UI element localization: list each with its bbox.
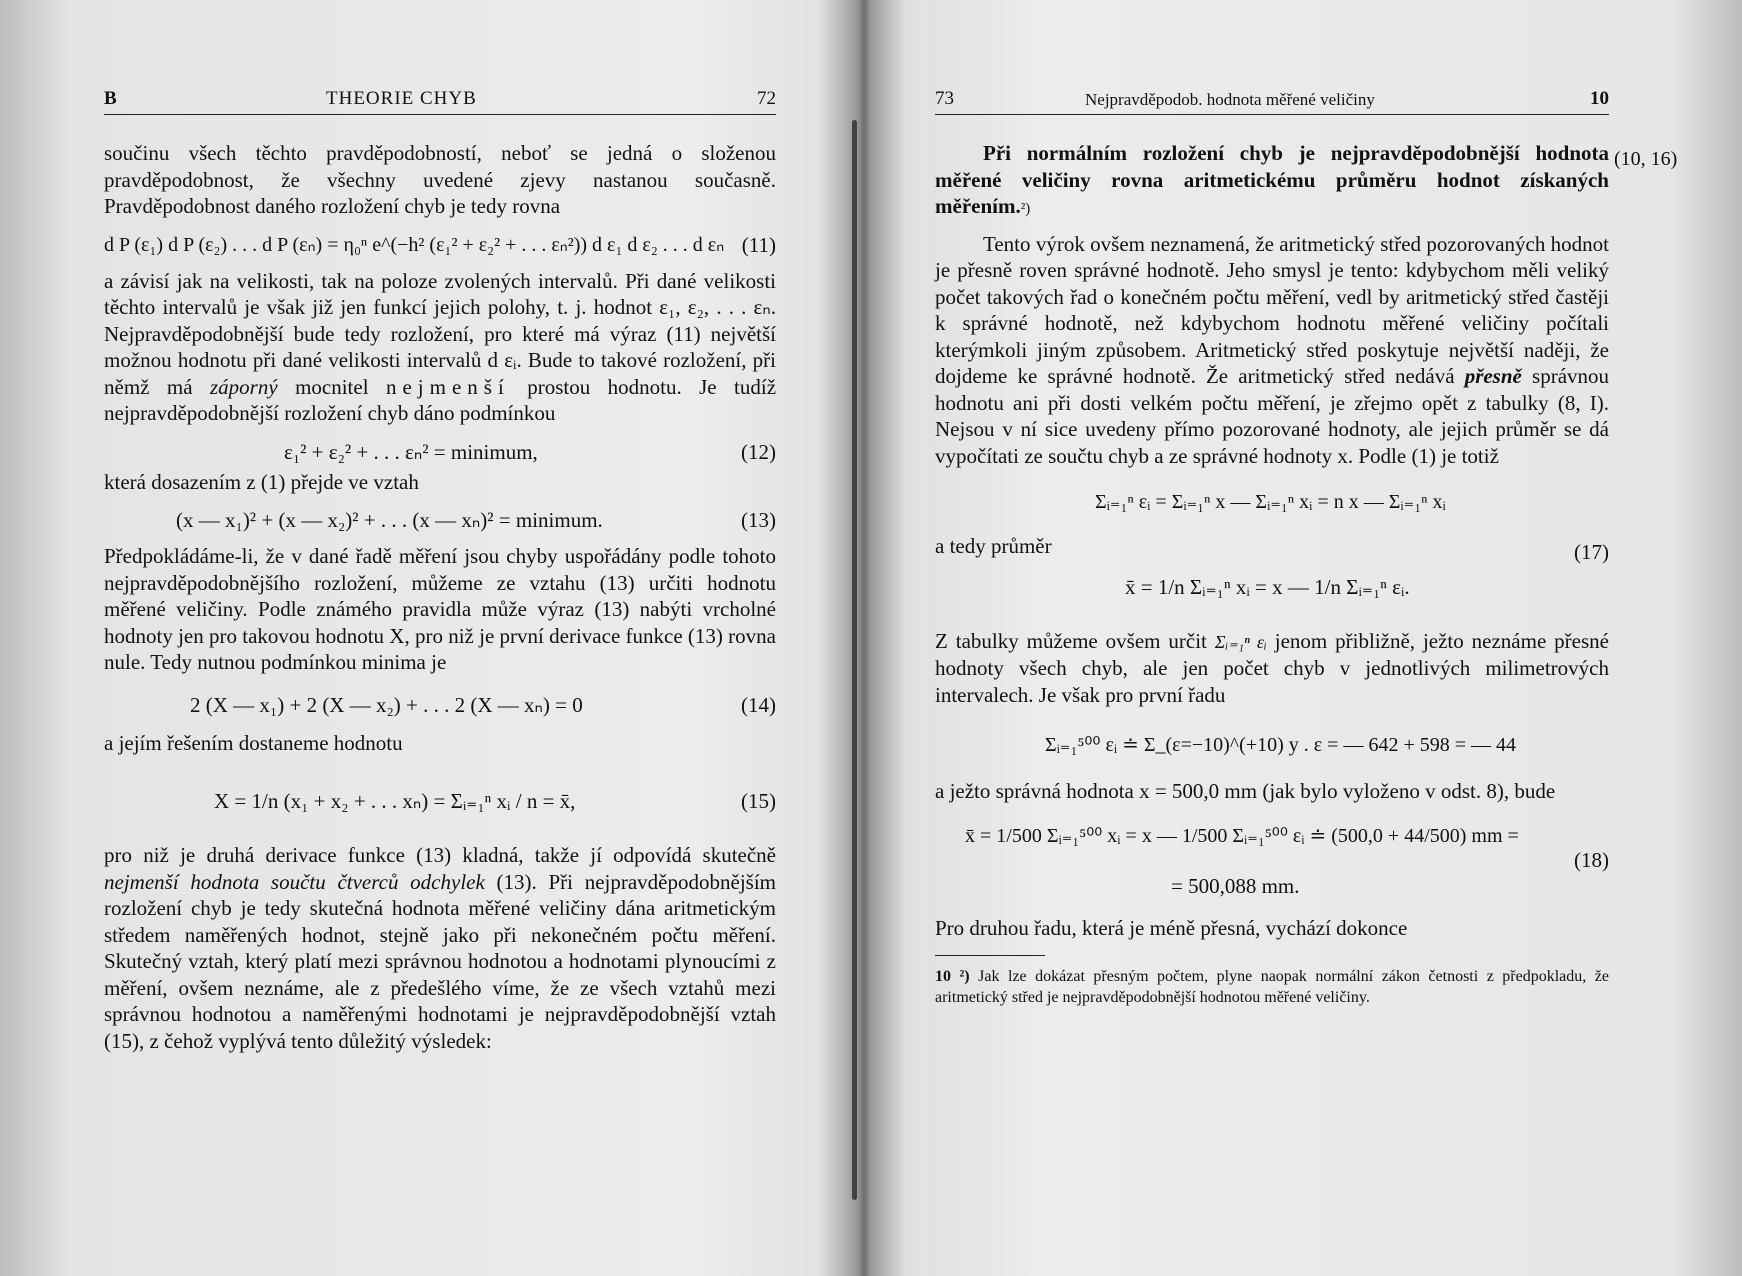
right-page xyxy=(864,0,1742,1276)
section-letter: B xyxy=(104,88,117,109)
section-number: 10 xyxy=(1590,88,1609,109)
paragraph: Tento výrok ovšem neznamená, že aritmetický střed pozorovaných hodnot je přesně roven správné hodnotě. Jeho smysl je tento: kdybychom měli veliký počet takových řad o konečném počtu měření, vedl by aritmetický střed častěji k správné hodnotě, než kdybychom hodnotu měřené veličiny počítali kterýmkoli jiným způsobem. Aritmetický střed poskytuje největší naději, že dojdeme ke správné hodnotě. Že aritmetický střed nedává přesně správnou hodnotu ani při dosti velkém počtu měření, je zřejmo opět z tabulky (8, I). Nejsou v ní sice uvedeny přímo pozorované hodnoty, ale jejich průměr se dá vypočítati ze součtu chyb a ze správné hodnoty x. Podle (1) je totiž xyxy=(935,231,1610,468)
paragraph: a jejím řešením dostaneme hodnotu xyxy=(104,730,403,755)
equation-11-number: (11) xyxy=(741,232,776,257)
paragraph: a tedy průměr xyxy=(935,534,1052,558)
page-number-left: 72 xyxy=(757,88,776,109)
left-body-text xyxy=(104,140,776,1054)
equation-sum-text: Σᵢ₌₁ⁿ εᵢ = Σᵢ₌₁ⁿ x — Σᵢ₌₁ⁿ xᵢ = n x — Σᵢ₌₁ⁿ xᵢ xyxy=(1095,491,1446,513)
equation-row-sum xyxy=(935,718,1609,774)
equation-17-text: x̄ = 1/n Σᵢ₌₁ⁿ xᵢ = x — 1/n Σᵢ₌₁ⁿ εᵢ. xyxy=(1125,574,1410,599)
equation-18 xyxy=(935,815,1609,911)
equation-sum xyxy=(935,477,1609,529)
equation-14-number: (14) xyxy=(741,692,776,717)
paragraph: součinu všech těchto pravděpodobností, neboť se jedná o složenou pravděpodobnost, že všechny uvedené zjevy nastanou současně. Pravděpodobnost daného rozložení chyb je tedy rovna xyxy=(104,141,776,218)
equation-18-line1: x̄ = 1/500 Σᵢ₌₁⁵⁰⁰ xᵢ = x — 1/500 Σᵢ₌₁⁵⁰⁰ εᵢ ≐ (500,0 + 44/500) mm = xyxy=(965,824,1519,847)
equation-18-number: (18) xyxy=(1574,847,1609,872)
paragraph: Předpokládáme-li, že v dané řadě měření jsou chyby uspořádány podle tohoto nejpravděpodobnějšího rozložení, můžeme ze vztahu (13) určiti hodnotu měřené veličiny. Podle známého pravidla může výraz (13) nabýti vrcholné hodnoty jen pro takovou hodnotu X, pro niž je první derivace funkce (13) rovna nule. Tedy nutnou podmínkou minima je xyxy=(104,544,776,674)
paragraph-with-number xyxy=(935,533,1609,564)
left-page xyxy=(0,0,860,1276)
equation-row-sum-text: Σᵢ₌₁⁵⁰⁰ εᵢ ≐ Σ_(ε=−10)^(+10) y . ε = — 642 + 598 = — 44 xyxy=(1045,734,1517,756)
equation-14 xyxy=(104,686,776,724)
paragraph: Pro druhou řadu, která je méně přesná, vychází dokonce xyxy=(935,915,1408,940)
right-running-header xyxy=(935,88,1609,115)
equation-13 xyxy=(104,499,776,537)
equation-13-number: (13) xyxy=(741,508,776,532)
paragraph: pro niž je druhá derivace funkce (13) kladná, takže jí odpovídá skutečně nejmenší hodnota součtu čtverců odchylek (13). Při nejpravděpodobnějším rozložení chyb je tedy skutečná hodnota měřené veličiny dána aritmetickým středem naměřených hodnot, stejně jako při nekonečném počtu měření. Skutečný vztah, který platí mezi správnou hodnotou a hodnotami plynoucími z měření, ovšem neznáme, ale z předešlého víme, že ze všech vztahů mezi správnou hodnotou a naměřenými hodnotami je nejpravděpodobnější vztah (15), z čehož vyplývá tento důležitý výsledek: xyxy=(104,843,776,1053)
equation-12-text: ε₁² + ε₂² + . . . εₙ² = minimum, xyxy=(284,439,538,464)
section-title: Nejpravděpodob. hodnota měřené veličiny xyxy=(1085,90,1375,109)
equation-14-text: 2 (X — x₁) + 2 (X — x₂) + . . . 2 (X — xₙ) = 0 xyxy=(190,692,583,717)
page-number-right: 73 xyxy=(935,88,954,109)
equation-11-text: d P (ε₁) d P (ε₂) . . . d P (εₙ) = η₀ⁿ e^(−h² (ε₁² + ε₂² + . . . εₙ²)) d ε₁ d ε₂ . . . d εₙ xyxy=(104,233,725,256)
footnote: 10 ²) Jak lze dokázat přesným počtem, plyne naopak normální zákon četnosti z předpokladu, že aritmetický střed je nejpravděpodobnější hodnotou měřené veličiny. xyxy=(935,968,1610,1006)
equation-13-text: (x — x₁)² + (x — x₂)² + . . . (x — xₙ)² = minimum. xyxy=(176,508,603,532)
equation-15 xyxy=(104,762,776,836)
equation-11 xyxy=(104,226,776,264)
theorem-statement: Při normálním rozložení chyb je nejpravděpodobnější hodnota měřené veličiny rovna aritmetickému průměru hodnot získaných měřením.²) xyxy=(935,141,1609,218)
equation-15-text: X = 1/n (x₁ + x₂ + . . . xₙ) = Σᵢ₌₁ⁿ xᵢ / n = x̄, xyxy=(214,789,576,813)
equation-17-number: (17) xyxy=(1574,540,1609,564)
right-body-text xyxy=(935,140,1609,1008)
paragraph: a ježto správná hodnota x = 500,0 mm (jak bylo vyloženo v odst. 8), bude xyxy=(935,779,1556,803)
equation-18-line2: = 500,088 mm. xyxy=(1171,873,1300,898)
left-running-header xyxy=(104,88,776,115)
chapter-title: THEORIE CHYB xyxy=(326,88,477,109)
footnote-rule xyxy=(935,955,1045,956)
margin-reference: (10, 16) xyxy=(1614,148,1678,170)
paragraph: a závisí jak na velikosti, tak na poloze zvolených intervalů. Při dané velikosti těchto intervalů je však již jen funkcí jejich polohy, t. j. hodnot ε₁, ε₂, . . . εₙ. Nejpravděpodobnější bude tedy rozložení, pro které má výraz (11) největší možnou hodnotu při dané velikosti intervalů d εᵢ. Bude to takové rozložení, při němž má záporný mocnitel nejmenší prostou hodnotu. Je tudíž nejpravděpodobnější rozložení chyb dáno podmínkou xyxy=(104,268,777,425)
equation-12-number: (12) xyxy=(741,439,776,464)
paragraph: Z tabulky můžeme ovšem určit Σᵢ₌₁ⁿ εᵢ jenom přibližně, ježto neznáme přesné hodnoty všech chyb, ale jen počet chyb v jednotlivých milimetrových intervalech. Je však pro první řadu xyxy=(935,628,1609,707)
equation-15-number: (15) xyxy=(741,789,776,813)
equation-17 xyxy=(935,564,1609,614)
equation-12 xyxy=(104,431,776,469)
paragraph: která dosazením z (1) přejde ve vztah xyxy=(104,469,419,494)
